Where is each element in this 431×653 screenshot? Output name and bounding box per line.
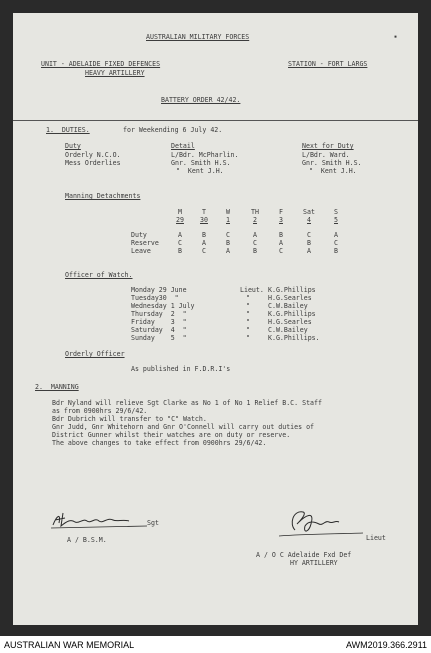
watch-day: Thursday 2 " [131,310,187,318]
footer-bar [0,637,431,653]
table-cell: B [253,247,257,255]
duties-week: for Weekending 6 July 42. [123,126,223,134]
table-cell: A [279,239,283,247]
table-cell: A [334,231,338,239]
watch-rank: Lieut. [240,286,264,294]
table-cell: A [253,231,257,239]
detail-2: Gnr. Smith H.S. [171,159,231,167]
table-cell: A [202,239,206,247]
watch-rank: " [246,294,250,302]
day-header: TH [251,208,259,216]
manning2-line: as from 0900hrs 29/6/42. [52,407,148,415]
row-label-duty: Duty [131,231,147,239]
manning2-line: District Gunner whilst their watches are on duty or reserve. [52,431,291,439]
table-cell: C [253,239,257,247]
table-cell: B [334,247,338,255]
watch-rank: " [246,334,250,342]
sig-left-rank: Sgt [147,519,159,527]
watch-officer: C.W.Bailey [268,302,308,310]
orderly-officer-heading: Orderly Officer [65,350,125,358]
watch-rank: " [246,310,250,318]
table-cell: C [307,231,311,239]
watch-officer: K.G.Phillips [268,310,316,318]
table-cell: A [307,247,311,255]
footer-accession: AWM2019.366.2911 [345,640,427,650]
day-header: W [226,208,230,216]
date-header: 29 [176,216,184,224]
table-cell: B [226,239,230,247]
table-cell: B [202,231,206,239]
table-cell: C [202,247,206,255]
sig-right-title-2: HY ARTILLERY [290,559,338,567]
table-cell: B [279,231,283,239]
watch-officer: C.W.Bailey [268,326,308,334]
col-duty: Duty [65,142,81,150]
station-line: STATION - FORT LARGS [288,60,368,68]
day-header: M [178,208,182,216]
watch-officer: H.G.Searles [268,294,312,302]
footer-source: AUSTRALIAN WAR MEMORIAL [4,640,135,650]
date-header: 2 [253,216,257,224]
next-3: " Kent J.H. [309,167,357,175]
unit-line: UNIT - ADELAIDE FIXED DEFENCES [41,60,161,68]
date-header: 30 [200,216,208,224]
detail-1: L/Bdr. McPharlin. [171,151,239,159]
signature-left [49,509,149,531]
watch-rank: " [246,302,250,310]
manning2-line: Bdr Dubrich will transfer to "C" Watch. [52,415,207,423]
document-page [13,13,418,625]
day-header: S [334,208,338,216]
watch-day: Sunday 5 " [131,334,187,342]
watch-rank: " [246,318,250,326]
manning2-line: Bdr Nyland will relieve Sgt Clarke as No 1 of No 1 Relief B.C. Staff [52,399,322,407]
date-header: 3 [279,216,283,224]
table-cell: B [178,247,182,255]
duties-heading: 1. DUTIES. [46,126,90,134]
watch-day: Friday 3 " [131,318,187,326]
watch-officer: K.G.Phillips [268,286,316,294]
table-cell: A [178,231,182,239]
day-header: T [202,208,206,216]
col-detail: Detail [171,142,195,150]
table-cell: C [279,247,283,255]
next-1: L/Bdr. Ward. [302,151,350,159]
manning2-line: Gnr Judd, Gnr Whitehorn and Gnr O'Connell will carry out duties of [52,423,315,431]
date-header: 4 [307,216,311,224]
sig-right-rank: Lieut [366,534,386,542]
sig-left-title: A / B.S.M. [67,536,107,544]
watch-day: Saturday 4 " [131,326,187,334]
table-cell: A [226,247,230,255]
manning-heading: Manning Detachments [65,192,141,200]
day-header: F [279,208,283,216]
duty-1: Orderly N.C.O. [65,151,121,159]
table-cell: C [178,239,182,247]
duty-2: Mess Orderlies [65,159,121,167]
col-next: Next for Duty [302,142,354,150]
document-title: AUSTRALIAN MILITARY FORCES [146,33,250,41]
manning2-heading: 2. MANNING [35,383,79,391]
watch-day: Wednesday 1 July [131,302,195,310]
signature-right [275,502,365,542]
watch-officer: K.G.Phillips. [268,334,320,342]
watch-day: Tuesday30 " [131,294,179,302]
date-header: 5 [334,216,338,224]
date-header: 1 [226,216,230,224]
row-label-leave: Leave [131,247,151,255]
watch-officer: H.G.Searles [268,318,312,326]
unit-line-2: HEAVY ARTILLERY [85,69,145,77]
watch-heading: Officer of Watch. [65,271,133,279]
battery-order: BATTERY ORDER 42/42. [161,96,241,104]
watch-day: Monday 29 June [131,286,187,294]
day-header: Sat [303,208,315,216]
detail-3: " Kent J.H. [176,167,224,175]
table-cell: C [226,231,230,239]
table-cell: C [334,239,338,247]
mark-dot: ▪ [394,34,398,40]
sig-right-title-1: A / O C Adelaide Fxd Def [256,551,352,559]
header-rule [13,120,418,121]
next-2: Gnr. Smith H.S. [302,159,362,167]
watch-rank: " [246,326,250,334]
orderly-officer-text: As published in F.D.R.I's [131,365,231,373]
table-cell: B [307,239,311,247]
manning2-line: The above changes to take effect from 0900hrs 29/6/42. [52,439,267,447]
row-label-reserve: Reserve [131,239,159,247]
